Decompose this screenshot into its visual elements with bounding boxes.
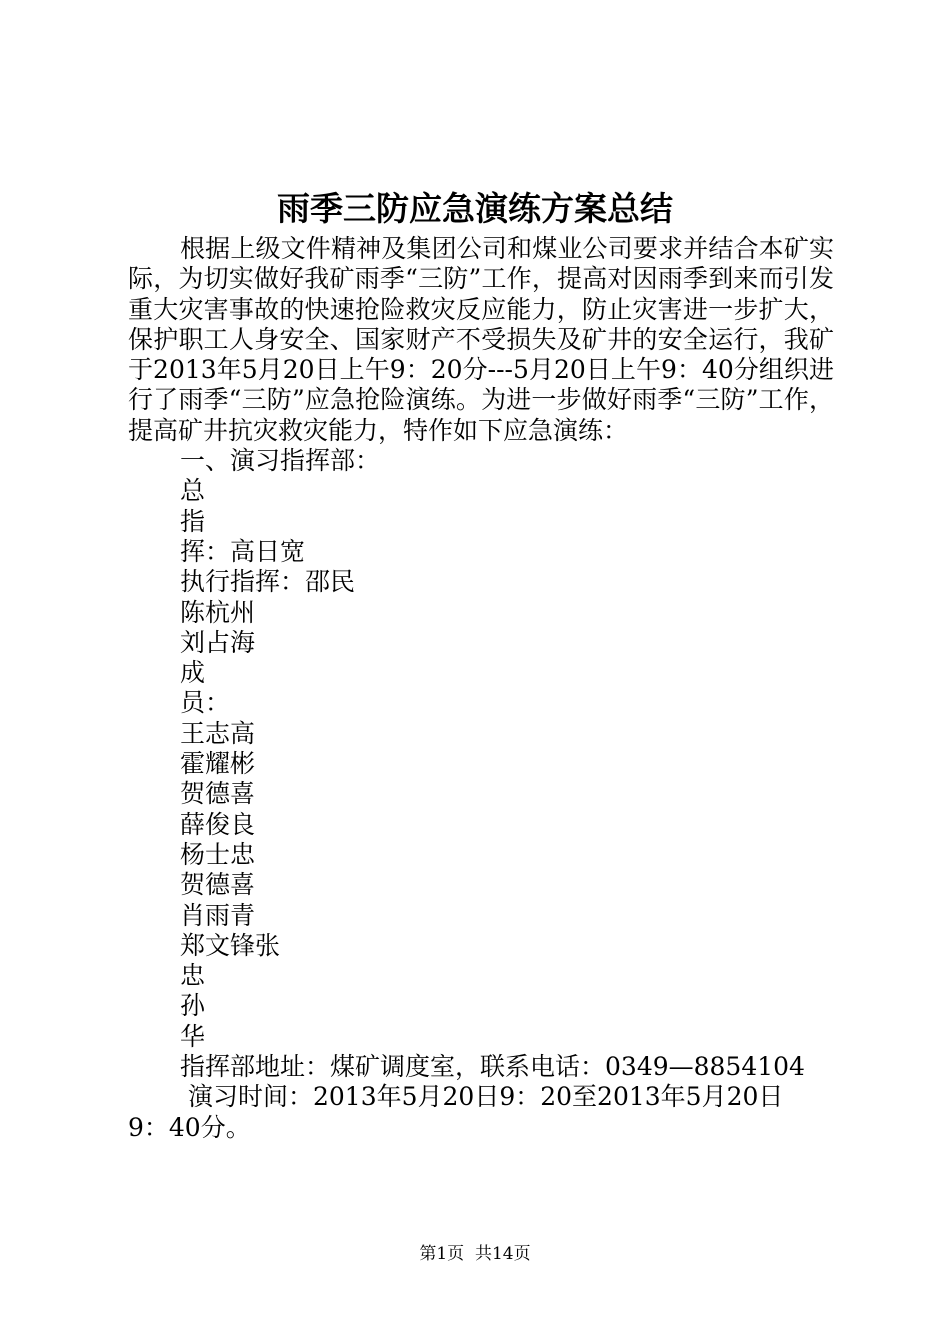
list-line: 王志高 (180, 718, 256, 748)
document-title: 雨季三防应急演练方案总结 (277, 189, 673, 228)
time-line: 演习时间：2013年5月20日9：20至2013年5月20日 (188, 1082, 784, 1112)
list-line: 郑文锋张 (180, 930, 281, 960)
list-line: 刘占海 (180, 627, 256, 657)
page-footer (0, 1242, 950, 1266)
list-line: 贺德喜 (180, 779, 256, 809)
list-line: 陈杭州 (180, 597, 256, 627)
intro-paragraph: 根据上级文件精神及集团公司和煤业公司要求并结合本矿实际，为切实做好我矿雨季“三防”工作，提高对因雨季到来而引发重大灾害事故的快速抢险救灾反应能力，防止灾害进一步扩大，保护职工人身安全、国家财产不受损失及矿井的安全运行，我矿于2013年5月20日上午9：20分---5月20日上午9：40分组织进行了雨季“三防”应急抢险演练。为进一步做好雨季“三防”工作，提高矿井抗灾救灾能力，特作如下应急演练： (128, 234, 834, 445)
list-line: 总 (180, 476, 206, 506)
list-line: 薛俊良 (180, 809, 256, 839)
list-line: 霍耀彬 (180, 749, 256, 779)
document-body (128, 234, 834, 1143)
section-heading: 一、演习指挥部： (180, 446, 381, 476)
time-line-continued: 9：40分。 (128, 1112, 251, 1142)
page-number-label: 第1页 共14页 (419, 1244, 531, 1264)
list-line: 执行指挥：邵民 (180, 567, 356, 597)
list-line: 杨士忠 (180, 839, 256, 869)
command-list (128, 476, 834, 1052)
list-line: 华 (180, 1021, 206, 1051)
list-line: 挥：高日宽 (180, 536, 306, 566)
list-line: 贺德喜 (180, 870, 256, 900)
list-line: 成 (180, 658, 206, 688)
list-line: 肖雨青 (180, 900, 256, 930)
list-line: 孙 (180, 991, 206, 1021)
address-line: 指挥部地址：煤矿调度室，联系电话：0349—8854104 (180, 1052, 805, 1082)
list-line: 忠 (180, 961, 206, 991)
list-line: 指 (180, 506, 206, 536)
list-line: 员： (180, 688, 231, 718)
